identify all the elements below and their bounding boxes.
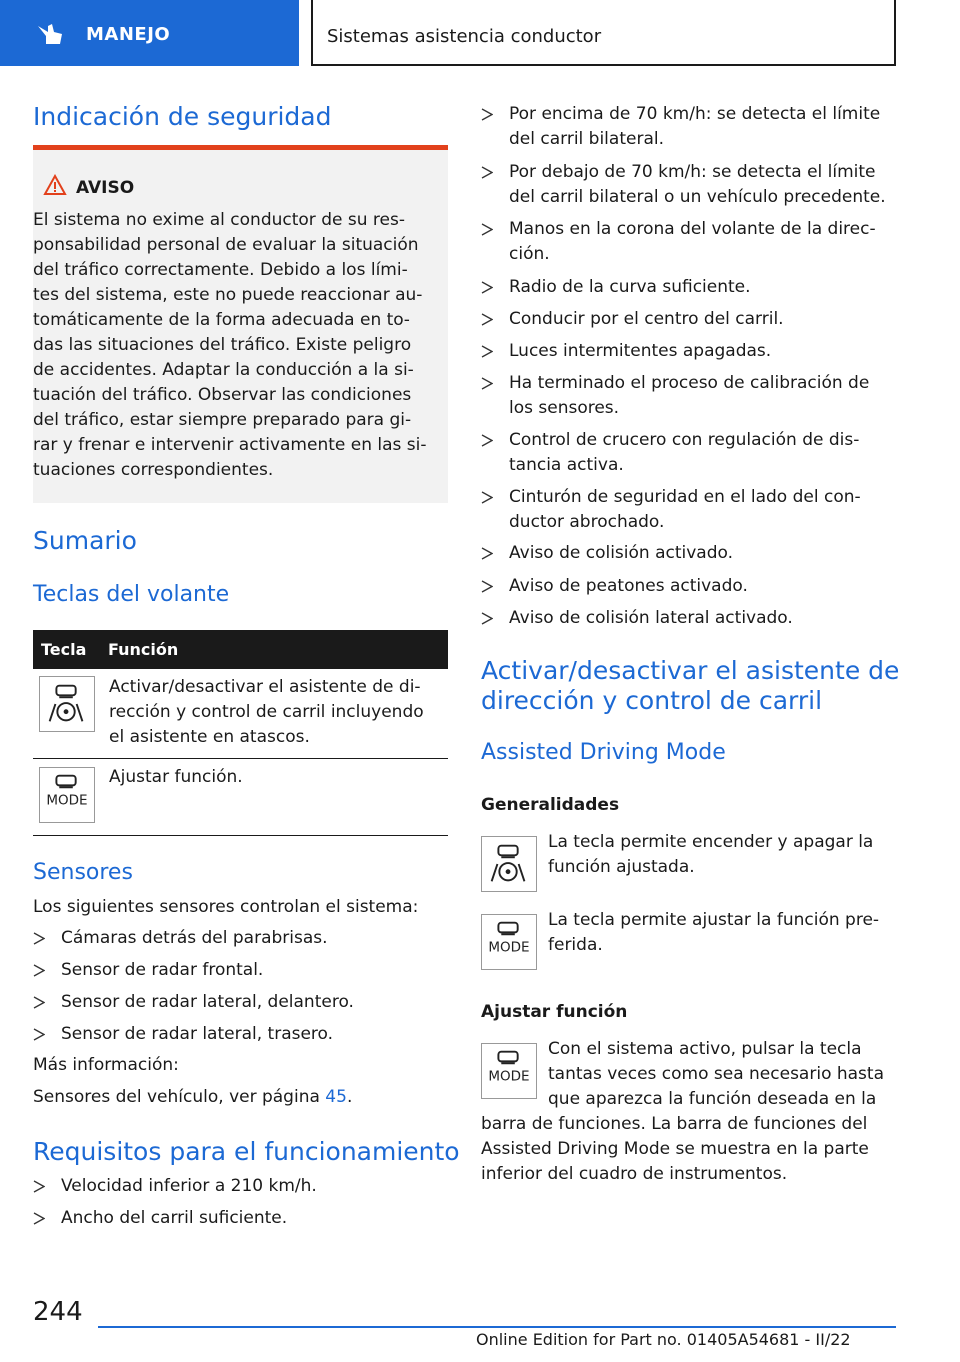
chapter-header (311, 0, 896, 66)
mode-key-icon (481, 1043, 537, 1099)
text-line: La tecla permite encender y apagar la (548, 832, 874, 852)
list-item-line: Aviso de colisión lateral activado. (509, 608, 793, 628)
heading-summary: Sumario (33, 526, 137, 555)
mode-key-icon (39, 767, 95, 823)
table-divider (33, 758, 448, 759)
warning-line: tuaciones correspondientes. (33, 460, 274, 480)
func-line: Ajustar función. (109, 767, 243, 787)
list-item-text (509, 485, 861, 535)
list-item-text (509, 160, 886, 210)
list-item-line: Aviso de colisión activado. (509, 543, 734, 563)
text-line: La tecla permite ajustar la función pre‐ (548, 910, 880, 930)
list-item-line: Control de crucero con regulación de dis‐ (509, 430, 860, 450)
bullet-arrow-icon (33, 932, 45, 945)
general-text-2 (548, 908, 879, 958)
bullet-arrow-icon (33, 1028, 45, 1041)
edition-note: Online Edition for Part no. 01405A54681 - II/22 (476, 1330, 851, 1349)
text-line: tantas veces como sea necesario hasta (548, 1064, 884, 1084)
bullet-arrow-icon (481, 313, 493, 326)
col-key-header: Tecla (41, 640, 87, 659)
list-item-line: del carril bilateral o un vehículo precedente. (509, 187, 886, 207)
list-item-line: ductor abrochado. (509, 512, 665, 532)
list-item-text: Cámaras detrás del parabrisas. (61, 928, 328, 948)
sensors-intro: Los siguientes sensores controlan el sistema: (33, 897, 419, 917)
page-number: 244 (33, 1297, 83, 1327)
heading-adjust: Ajustar función (481, 1002, 628, 1022)
bullet-arrow-icon (33, 1180, 45, 1193)
bullet-arrow-icon (33, 1212, 45, 1225)
list-item-line: Conducir por el centro del carril. (509, 309, 784, 329)
text-line: función ajustada. (548, 857, 695, 877)
list-item-text (509, 541, 733, 566)
table-header (33, 630, 448, 669)
more-info-label: Más información: (33, 1055, 179, 1075)
heading-general: Generalidades (481, 795, 620, 815)
general-text-1 (548, 830, 873, 880)
func-line: Activar/desactivar el asistente de di‐ (109, 677, 421, 697)
list-item-line: Aviso de peatones activado. (509, 576, 748, 596)
warning-line: del tráfico correctamente. Debido a los lími‐ (33, 260, 408, 280)
text-line: que aparezca la función deseada en la (548, 1089, 877, 1109)
footer-rule (98, 1326, 896, 1328)
warning-triangle-icon (43, 174, 67, 196)
list-item-line: del carril bilateral. (509, 129, 664, 149)
adjust-text (548, 1037, 884, 1112)
list-item-text (509, 307, 784, 332)
func-line: rección y control de carril incluyendo (109, 702, 424, 722)
bullet-arrow-icon (33, 964, 45, 977)
list-item-text (509, 275, 751, 300)
heading-line: dirección y control de carril (481, 686, 823, 715)
adjust-text-cont (481, 1112, 869, 1187)
bullet-arrow-icon (481, 281, 493, 294)
heading-line: Activar/desactivar el asistente de (481, 656, 900, 685)
list-item-line: Radio de la curva suficiente. (509, 277, 751, 297)
warning-line: rar y frenar e intervenir activamente en las si‐ (33, 435, 427, 455)
section-title: MANEJO (86, 24, 171, 45)
reference-text: Sensores del vehículo, ver página (33, 1087, 326, 1107)
mode-key-icon (481, 914, 537, 970)
bullet-arrow-icon (481, 612, 493, 625)
warning-line: tuación del tráfico. Observar las condiciones (33, 385, 412, 405)
list-item-line: los sensores. (509, 398, 620, 418)
warning-line: ponsabilidad personal de evaluar la situación (33, 235, 419, 255)
reference-end: . (346, 1087, 353, 1107)
warning-line: del tráfico, estar siempre preparado para gi‐ (33, 410, 412, 430)
list-item-line: Manos en la corona del volante de la direc‐ (509, 219, 876, 239)
list-item-text (509, 606, 793, 631)
list-item-line: tancia activa. (509, 455, 624, 475)
warning-line: de accidentes. Adaptar la conducción a la si‐ (33, 360, 414, 380)
svg-text:MODE: MODE (488, 939, 530, 956)
list-item-line: Cinturón de seguridad en el lado del con‐ (509, 487, 861, 507)
list-item-text (509, 371, 869, 421)
section-tab (0, 0, 299, 66)
list-item-line: Ha terminado el proceso de calibración de (509, 373, 870, 393)
text-line: Con el sistema activo, pulsar la tecla (548, 1039, 862, 1059)
list-item-text (509, 339, 771, 364)
bullet-arrow-icon (481, 377, 493, 390)
heading-requirements: Requisitos para el funcionamiento (33, 1137, 460, 1166)
list-item-text (509, 574, 748, 599)
chapter-title: Sistemas asistencia conductor (327, 26, 602, 47)
warning-line: das las situaciones del tráfico. Existe peligro (33, 335, 412, 355)
svg-text:MODE: MODE (46, 792, 88, 809)
list-item-text: Sensor de radar lateral, delantero. (61, 992, 354, 1012)
bullet-arrow-icon (481, 434, 493, 447)
text-line: Assisted Driving Mode se muestra en la parte (481, 1139, 869, 1159)
warning-box (33, 145, 448, 503)
steering-assist-key-icon (481, 836, 537, 892)
col-func-header: Función (108, 640, 179, 659)
warning-title: AVISO (76, 178, 135, 198)
list-item-text (509, 217, 876, 267)
list-item-line: Por debajo de 70 km/h: se detecta el límite (509, 162, 876, 182)
text-line: inferior del cuadro de instrumentos. (481, 1164, 788, 1184)
heading-safety: Indicación de seguridad (33, 102, 332, 131)
warning-text (33, 208, 443, 483)
list-item-text (509, 428, 859, 478)
heading-sensors: Sensores (33, 860, 133, 885)
bullet-arrow-icon (481, 108, 493, 121)
page-reference (33, 1085, 352, 1110)
text-line: ferida. (548, 935, 603, 955)
page-link[interactable]: 45 (325, 1087, 347, 1107)
bullet-arrow-icon (481, 345, 493, 358)
bullet-arrow-icon (481, 223, 493, 236)
heading-toggle (481, 656, 899, 716)
steering-hand-icon (34, 22, 66, 46)
steering-assist-key-icon (39, 676, 95, 732)
list-item-line: Luces intermitentes apagadas. (509, 341, 772, 361)
bullet-arrow-icon (33, 996, 45, 1009)
list-item-text: Sensor de radar frontal. (61, 960, 264, 980)
bullet-arrow-icon (481, 580, 493, 593)
list-item-text: Ancho del carril suficiente. (61, 1208, 288, 1228)
list-item-text: Sensor de radar lateral, trasero. (61, 1024, 334, 1044)
table-row-func (109, 765, 444, 790)
list-item-line: Por encima de 70 km/h: se detecta el límite (509, 104, 881, 124)
bullet-arrow-icon (481, 491, 493, 504)
warning-line: tomáticamente de la forma adecuada en to‐ (33, 310, 410, 330)
func-line: el asistente en atascos. (109, 727, 310, 747)
heading-adm: Assisted Driving Mode (481, 740, 726, 765)
table-bottom (33, 835, 448, 836)
warning-line: El sistema no exime al conductor de su res‐ (33, 210, 405, 230)
bullet-arrow-icon (481, 547, 493, 560)
warning-line: tes del sistema, este no puede reaccionar au‐ (33, 285, 423, 305)
list-item-text: Velocidad inferior a 210 km/h. (61, 1176, 317, 1196)
text-line: barra de funciones. La barra de funciones del (481, 1114, 868, 1134)
bullet-arrow-icon (481, 166, 493, 179)
svg-text:MODE: MODE (488, 1068, 530, 1085)
list-item-text (509, 102, 880, 152)
list-item-line: ción. (509, 244, 550, 264)
heading-keys: Teclas del volante (33, 582, 230, 607)
table-row-func (109, 675, 444, 750)
